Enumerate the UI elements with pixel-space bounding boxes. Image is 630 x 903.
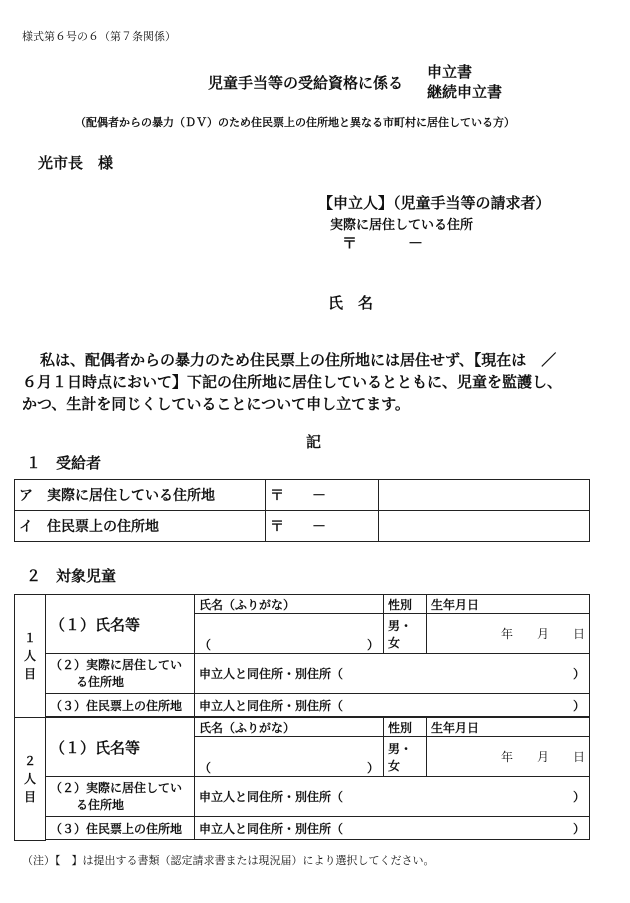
name-field[interactable]: （ ） — [195, 614, 384, 654]
residence-label: （２）実際に居住してい る住所地 — [46, 777, 195, 817]
address-field[interactable] — [379, 511, 590, 542]
sex-field[interactable]: 男・女 — [384, 614, 427, 654]
col-birth-header: 生年月日 — [427, 595, 590, 614]
residence-field[interactable]: 申立人と同住所・別住所（ ） — [195, 777, 590, 817]
children-table — [14, 594, 590, 841]
registered-address-field[interactable]: 申立人と同住所・別住所（ ） — [195, 694, 590, 717]
postal-field[interactable]: 〒 － — [266, 511, 379, 542]
statement-line-2: ６月１日時点において】下記の住所地に居住しているとともに、児童を監護し、 — [22, 373, 563, 391]
form-title-option-1: 申立書 — [427, 63, 473, 81]
address-field[interactable] — [379, 480, 590, 511]
col-sex-header: 性別 — [384, 595, 427, 614]
col-name-header: 氏名（ふりがな） — [195, 718, 384, 737]
recipient-table — [14, 479, 590, 542]
statement-line-1: 私は、配偶者からの暴力のため住民票上の住所地には居住せず、【現在は ／ — [40, 351, 557, 369]
residence-field[interactable]: 申立人と同住所・別住所（ ） — [195, 654, 590, 694]
recipient-row-label: ア 実際に居住している住所地 — [15, 480, 266, 511]
form-number: 様式第６号の６（第７条関係） — [22, 30, 176, 43]
name-field[interactable]: （ ） — [195, 737, 384, 777]
child-number: ２ 人 目 — [15, 718, 46, 841]
section1-title: １ 受給者 — [26, 454, 102, 472]
postal-field[interactable]: 〒 － — [266, 480, 379, 511]
statement-line-3: かつ、生計を同じくしていることについて申し立てます。 — [22, 395, 410, 413]
ki-heading: 記 — [306, 433, 322, 451]
applicant-address-label: 実際に居住している住所 — [330, 218, 474, 233]
name-label: （１）氏名等 — [46, 718, 195, 777]
footnote: （注）【 】は提出する書類（認定請求書または現況届）により選択してください。 — [22, 854, 435, 867]
col-sex-header: 性別 — [384, 718, 427, 737]
col-birth-header: 生年月日 — [427, 718, 590, 737]
birth-field[interactable]: 年 月 日 — [427, 737, 590, 777]
form-subtitle: （配偶者からの暴力（ＤＶ）のため住民票上の住所地と異なる市町村に居住している方） — [75, 116, 515, 129]
residence-label: （２）実際に居住してい る住所地 — [46, 654, 195, 694]
form-title: 児童手当等の受給資格に係る — [208, 74, 404, 92]
child-number: １ 人 目 — [15, 595, 46, 718]
registered-address-field[interactable]: 申立人と同住所・別住所（ ） — [195, 817, 590, 840]
applicant-name-label: 氏 名 — [328, 294, 374, 312]
registered-address-label: （３）住民票上の住所地 — [46, 817, 195, 840]
addressee: 光市長 様 — [38, 154, 114, 172]
applicant-heading: 【申立人】（児童手当等の請求者） — [318, 194, 551, 212]
sex-field[interactable]: 男・女 — [384, 737, 427, 777]
postal-dash: － — [408, 234, 424, 252]
registered-address-label: （３）住民票上の住所地 — [46, 694, 195, 717]
col-name-header: 氏名（ふりがな） — [195, 595, 384, 614]
form-title-option-2: 継続申立書 — [427, 83, 503, 101]
postal-mark: 〒 — [342, 234, 358, 252]
name-label: （１）氏名等 — [46, 595, 195, 654]
section2-title: ２ 対象児童 — [26, 567, 117, 585]
birth-field[interactable]: 年 月 日 — [427, 614, 590, 654]
recipient-row-label: イ 住民票上の住所地 — [15, 511, 266, 542]
